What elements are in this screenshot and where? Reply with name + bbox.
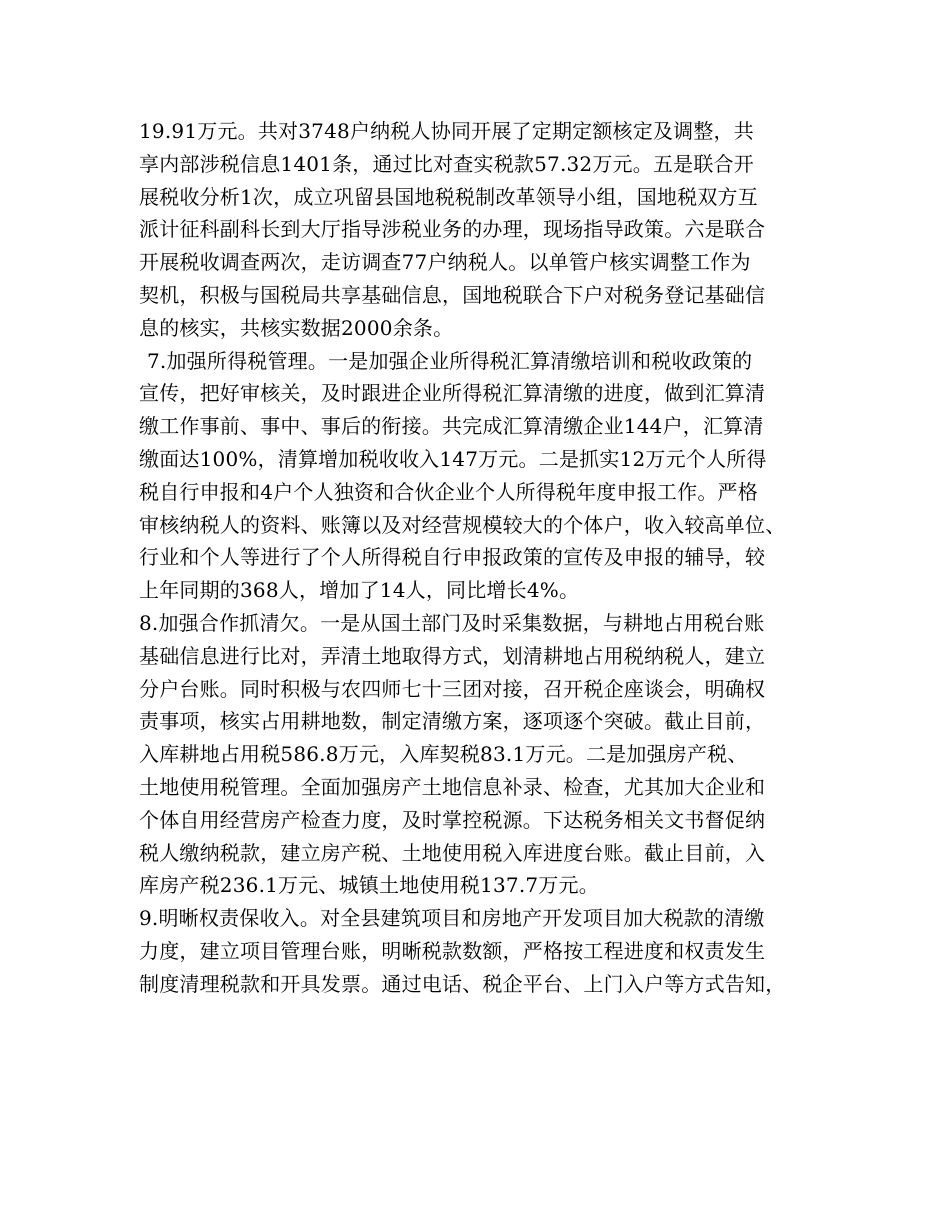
section-heading-line: 8.加强合作抓清欠。一是从国土部门及时采集数据，与耕地占用税台账	[139, 610, 765, 635]
text-line: 税自行申报和4户个人独资和合伙企业个人所得税年度申报工作。严格	[139, 479, 758, 504]
text-line: 缴面达100%，清算增加税收收入147万元。二是抓实12万元个人所得	[139, 446, 767, 471]
section-heading-line: 7.加强所得税管理。一是加强企业所得税汇算清缴培训和税收政策的	[147, 348, 753, 373]
text-line: 入库耕地占用税586.8万元，入库契税83.1万元。二是加强房产税、	[139, 742, 748, 767]
text-line: 基础信息进行比对，弄清土地取得方式，划清耕地占用税纳税人，建立	[139, 643, 766, 668]
text-line: 土地使用税管理。全面加强房产土地信息补录、检查，尤其加大企业和	[139, 774, 766, 799]
text-line: 开展税收调查两次，走访调查77户纳税人。以单管户核实调整工作为	[139, 250, 751, 275]
text-line: 制度清理税款和开具发票。通过电话、税企平台、上门入户等方式告知，	[139, 971, 786, 996]
text-line: 息的核实，共核实数据2000余条。	[139, 315, 454, 340]
text-line: 派计征科副科长到大厅指导涉税业务的办理，现场指导政策。六是联合	[139, 217, 766, 242]
section-heading-line: 9.明晰权责保收入。对全县建筑项目和房地产开发项目加大税款的清缴	[139, 906, 765, 931]
text-line: 分户台账。同时积极与农四师七十三团对接，召开税企座谈会，明确权	[139, 676, 766, 701]
text-line: 税人缴纳税款，建立房产税、土地使用税入库进度台账。截止目前，入	[139, 840, 766, 865]
text-line: 19.91万元。共对3748户纳税人协同开展了定期定额核定及调整，共	[139, 119, 754, 143]
text-line: 享内部涉税信息1401条，通过比对查实税款57.32万元。五是联合开	[139, 151, 754, 176]
text-line: 缴工作事前、事中、事后的衔接。共完成汇算清缴企业144户，汇算清	[139, 414, 764, 439]
text-line: 审核纳税人的资料、账簿以及对经营规模较大的个体户，收入较高单位、	[139, 512, 786, 537]
text-line: 宣传，把好审核关，及时跟进企业所得税汇算清缴的进度，做到汇算清	[139, 381, 766, 406]
text-line: 展税收分析1次，成立巩留县国地税税制改革领导小组，国地税双方互	[139, 184, 758, 209]
body-text	[139, 115, 839, 1001]
text-line: 上年同期的368人，增加了14人，同比增长4%。	[139, 578, 580, 603]
text-line: 个体自用经营房产检查力度，及时掌控税源。下达税务相关文书督促纳	[139, 807, 766, 832]
text-line: 力度，建立项目管理台账，明晰税款数额，严格按工程进度和权责发生	[139, 938, 766, 963]
text-line: 行业和个人等进行了个人所得税自行申报政策的宣传及申报的辅导，较	[139, 545, 766, 570]
text-line: 契机，积极与国税局共享基础信息，国地税联合下户对税务登记基础信	[139, 282, 766, 307]
text-line: 库房产税236.1万元、城镇土地使用税137.7万元。	[139, 873, 599, 898]
text-line: 责事项，核实占用耕地数，制定清缴方案，逐项逐个突破。截止目前，	[139, 709, 766, 734]
